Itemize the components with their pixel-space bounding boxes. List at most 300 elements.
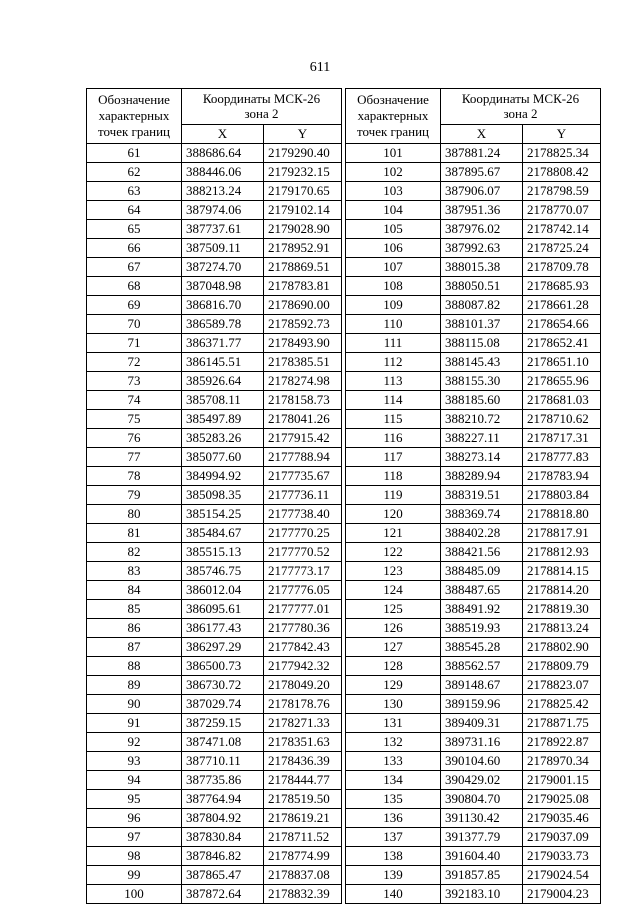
y-coordinate-cell: 2177770.52 [264, 543, 342, 562]
x-coordinate-cell: 387830.84 [182, 828, 264, 847]
point-number-cell: 113 [346, 372, 441, 391]
y-coordinate-cell: 2178742.14 [523, 220, 601, 239]
y-coordinate-cell: 2179001.15 [523, 771, 601, 790]
point-number-cell: 76 [87, 429, 182, 448]
y-coordinate-cell: 2178812.93 [523, 543, 601, 562]
y-coordinate-cell: 2179033.73 [523, 847, 601, 866]
y-coordinate-cell: 2178783.94 [523, 467, 601, 486]
y-coordinate-cell: 2178871.75 [523, 714, 601, 733]
header-line: точек границ [356, 124, 430, 139]
x-coordinate-cell: 388050.51 [441, 277, 523, 296]
y-coordinate-cell: 2178832.39 [264, 885, 342, 904]
y-coordinate-cell: 2178817.91 [523, 524, 601, 543]
y-coordinate-cell: 2179170.65 [264, 182, 342, 201]
y-coordinate-cell: 2178725.24 [523, 239, 601, 258]
x-coordinate-cell: 388446.06 [182, 163, 264, 182]
x-coordinate-cell: 387906.07 [441, 182, 523, 201]
point-number-cell: 90 [87, 695, 182, 714]
y-coordinate-cell: 2178274.98 [264, 372, 342, 391]
header-line: зона 2 [244, 106, 279, 122]
y-coordinate-cell: 2179024.54 [523, 866, 601, 885]
y-coordinate-cell: 2178813.24 [523, 619, 601, 638]
x-coordinate-cell: 387274.70 [182, 258, 264, 277]
point-number-cell: 140 [346, 885, 441, 904]
point-number-cell: 132 [346, 733, 441, 752]
x-coordinate-cell: 388487.65 [441, 581, 523, 600]
x-coordinate-cell: 387881.24 [441, 144, 523, 163]
x-coordinate-cell: 388185.60 [441, 391, 523, 410]
y-coordinate-cell: 2178041.26 [264, 410, 342, 429]
x-coordinate-cell: 384994.92 [182, 467, 264, 486]
x-coordinate-cell: 388273.14 [441, 448, 523, 467]
y-coordinate-cell: 2177780.36 [264, 619, 342, 638]
point-number-cell: 131 [346, 714, 441, 733]
point-number-cell: 125 [346, 600, 441, 619]
point-number-cell: 118 [346, 467, 441, 486]
table-row [87, 372, 342, 391]
x-coordinate-cell: 385926.64 [182, 372, 264, 391]
x-coordinate-cell: 387951.36 [441, 201, 523, 220]
x-coordinate-cell: 389148.67 [441, 676, 523, 695]
y-coordinate-cell: 2178049.20 [264, 676, 342, 695]
point-number-cell: 102 [346, 163, 441, 182]
y-coordinate-cell: 2178825.34 [523, 144, 601, 163]
y-coordinate-cell: 2178709.78 [523, 258, 601, 277]
table-row [346, 714, 601, 733]
point-number-cell: 115 [346, 410, 441, 429]
table-row [87, 524, 342, 543]
x-coordinate-cell: 388562.57 [441, 657, 523, 676]
y-coordinate-cell: 2178770.07 [523, 201, 601, 220]
point-number-cell: 70 [87, 315, 182, 334]
point-number-cell: 124 [346, 581, 441, 600]
table-row [346, 676, 601, 695]
table-row [87, 828, 342, 847]
point-number-cell: 127 [346, 638, 441, 657]
x-coordinate-cell: 388115.08 [441, 334, 523, 353]
header-line: Координаты МСК-26 [461, 91, 580, 107]
table-row [87, 429, 342, 448]
point-number-cell: 79 [87, 486, 182, 505]
y-coordinate-cell: 2179232.15 [264, 163, 342, 182]
x-coordinate-cell: 387895.67 [441, 163, 523, 182]
point-number-cell: 121 [346, 524, 441, 543]
x-coordinate-cell: 389409.31 [441, 714, 523, 733]
table-row [346, 334, 601, 353]
x-coordinate-cell: 387974.06 [182, 201, 264, 220]
y-coordinate-cell: 2178783.81 [264, 277, 342, 296]
point-number-cell: 94 [87, 771, 182, 790]
x-coordinate-cell: 387029.74 [182, 695, 264, 714]
x-coordinate-cell: 388545.28 [441, 638, 523, 657]
y-coordinate-cell: 2178710.62 [523, 410, 601, 429]
table-row [346, 600, 601, 619]
point-number-cell: 98 [87, 847, 182, 866]
x-coordinate-cell: 386012.04 [182, 581, 264, 600]
header-line: Обозначение [357, 92, 429, 107]
point-number-cell: 110 [346, 315, 441, 334]
table-row [346, 486, 601, 505]
y-coordinate-cell: 2178178.76 [264, 695, 342, 714]
y-coordinate-cell: 2178444.77 [264, 771, 342, 790]
x-coordinate-cell: 391604.40 [441, 847, 523, 866]
table-row [346, 429, 601, 448]
table-row [346, 315, 601, 334]
y-coordinate-cell: 2178592.73 [264, 315, 342, 334]
table-row [87, 296, 342, 315]
y-coordinate-cell: 2178271.33 [264, 714, 342, 733]
y-coordinate-cell: 2178970.34 [523, 752, 601, 771]
table-row [346, 790, 601, 809]
table-row [87, 315, 342, 334]
point-number-cell: 129 [346, 676, 441, 695]
coordinates-table-right [345, 88, 601, 904]
table-row [87, 790, 342, 809]
point-number-cell: 133 [346, 752, 441, 771]
y-coordinate-cell: 2178351.63 [264, 733, 342, 752]
table-row [346, 239, 601, 258]
table-row [346, 657, 601, 676]
y-coordinate-cell: 2178803.84 [523, 486, 601, 505]
table-row [87, 714, 342, 733]
x-coordinate-cell: 388319.51 [441, 486, 523, 505]
point-number-cell: 128 [346, 657, 441, 676]
table-row [346, 543, 601, 562]
x-coordinate-cell: 387509.11 [182, 239, 264, 258]
y-coordinate-cell: 2178681.03 [523, 391, 601, 410]
header-line: точек границ [97, 124, 171, 139]
table-row [87, 543, 342, 562]
x-coordinate-cell: 387259.15 [182, 714, 264, 733]
y-coordinate-cell: 2178818.80 [523, 505, 601, 524]
y-coordinate-cell: 2179004.23 [523, 885, 601, 904]
point-number-cell: 101 [346, 144, 441, 163]
coordinates-table-left [86, 88, 342, 904]
point-number-cell: 108 [346, 277, 441, 296]
x-coordinate-cell: 385484.67 [182, 524, 264, 543]
table-row [87, 258, 342, 277]
point-number-cell: 65 [87, 220, 182, 239]
point-number-cell: 66 [87, 239, 182, 258]
table-row [87, 809, 342, 828]
table-row [87, 600, 342, 619]
table-row [87, 581, 342, 600]
x-coordinate-cell: 386095.61 [182, 600, 264, 619]
y-coordinate-cell: 2177842.43 [264, 638, 342, 657]
point-number-cell: 116 [346, 429, 441, 448]
y-coordinate-cell: 2178808.42 [523, 163, 601, 182]
y-coordinate-cell: 2178493.90 [264, 334, 342, 353]
header-line: Координаты МСК-26 [202, 91, 321, 107]
point-number-cell: 95 [87, 790, 182, 809]
table-row [87, 467, 342, 486]
table-row [346, 828, 601, 847]
x-coordinate-cell: 389159.96 [441, 695, 523, 714]
x-coordinate-cell: 387471.08 [182, 733, 264, 752]
x-coordinate-cell: 388087.82 [441, 296, 523, 315]
table-row [87, 334, 342, 353]
y-column-header: Y [264, 124, 342, 143]
table-row [346, 809, 601, 828]
y-coordinate-cell: 2178777.83 [523, 448, 601, 467]
y-coordinate-cell: 2177788.94 [264, 448, 342, 467]
x-coordinate-cell: 387710.11 [182, 752, 264, 771]
y-coordinate-cell: 2179035.46 [523, 809, 601, 828]
y-coordinate-cell: 2177770.25 [264, 524, 342, 543]
y-coordinate-cell: 2178685.93 [523, 277, 601, 296]
y-coordinate-cell: 2178158.73 [264, 391, 342, 410]
x-coordinate-cell: 385515.13 [182, 543, 264, 562]
point-number-cell: 88 [87, 657, 182, 676]
table-row [87, 847, 342, 866]
table-row [346, 847, 601, 866]
y-coordinate-cell: 2178619.21 [264, 809, 342, 828]
point-number-cell: 72 [87, 353, 182, 372]
table-row [87, 144, 342, 163]
x-coordinate-cell: 386371.77 [182, 334, 264, 353]
table-row [346, 885, 601, 904]
point-number-cell: 80 [87, 505, 182, 524]
table-row [87, 638, 342, 657]
x-coordinate-cell: 390429.02 [441, 771, 523, 790]
point-number-cell: 137 [346, 828, 441, 847]
table-row [87, 353, 342, 372]
y-coordinate-cell: 2178652.41 [523, 334, 601, 353]
point-number-cell: 105 [346, 220, 441, 239]
point-number-cell: 84 [87, 581, 182, 600]
table-row [87, 220, 342, 239]
point-number-cell: 123 [346, 562, 441, 581]
y-coordinate-cell: 2178717.31 [523, 429, 601, 448]
point-number-cell: 86 [87, 619, 182, 638]
x-coordinate-cell: 387992.63 [441, 239, 523, 258]
x-coordinate-cell: 386816.70 [182, 296, 264, 315]
point-number-cell: 100 [87, 885, 182, 904]
x-coordinate-cell: 388015.38 [441, 258, 523, 277]
table-row [87, 695, 342, 714]
point-designation-header [346, 89, 441, 144]
x-coordinate-cell: 386297.29 [182, 638, 264, 657]
y-coordinate-cell: 2177773.17 [264, 562, 342, 581]
table-row [87, 619, 342, 638]
x-coordinate-cell: 387737.61 [182, 220, 264, 239]
y-coordinate-cell: 2177777.01 [264, 600, 342, 619]
table-row [87, 448, 342, 467]
point-designation-header [87, 89, 182, 144]
y-coordinate-cell: 2178436.39 [264, 752, 342, 771]
x-coordinate-cell: 388421.56 [441, 543, 523, 562]
x-column-header: X [441, 124, 523, 143]
table-row [346, 638, 601, 657]
point-number-cell: 139 [346, 866, 441, 885]
table-row [346, 182, 601, 201]
table-row [346, 467, 601, 486]
x-coordinate-cell: 388519.93 [441, 619, 523, 638]
y-coordinate-cell: 2178654.66 [523, 315, 601, 334]
point-number-cell: 96 [87, 809, 182, 828]
y-coordinate-cell: 2178519.50 [264, 790, 342, 809]
page-number: 611 [309, 60, 331, 75]
table-row [346, 163, 601, 182]
x-coordinate-cell: 388210.72 [441, 410, 523, 429]
point-number-cell: 68 [87, 277, 182, 296]
x-coordinate-cell: 388369.74 [441, 505, 523, 524]
point-number-cell: 69 [87, 296, 182, 315]
x-coordinate-cell: 391130.42 [441, 809, 523, 828]
x-coordinate-cell: 385077.60 [182, 448, 264, 467]
x-coordinate-cell: 388491.92 [441, 600, 523, 619]
y-coordinate-cell: 2179290.40 [264, 144, 342, 163]
x-coordinate-cell: 387846.82 [182, 847, 264, 866]
y-coordinate-cell: 2177736.11 [264, 486, 342, 505]
y-coordinate-cell: 2178952.91 [264, 239, 342, 258]
y-coordinate-cell: 2178655.96 [523, 372, 601, 391]
table-row [346, 296, 601, 315]
point-number-cell: 134 [346, 771, 441, 790]
coordinate-system-header [441, 89, 601, 125]
table-row [346, 866, 601, 885]
y-coordinate-cell: 2178814.20 [523, 581, 601, 600]
point-number-cell: 64 [87, 201, 182, 220]
point-number-cell: 130 [346, 695, 441, 714]
point-number-cell: 97 [87, 828, 182, 847]
coordinate-system-header [182, 89, 342, 125]
table-row [87, 505, 342, 524]
y-coordinate-cell: 2178802.90 [523, 638, 601, 657]
header-line: Обозначение [98, 92, 170, 107]
table-row [346, 391, 601, 410]
y-coordinate-cell: 2177738.40 [264, 505, 342, 524]
point-number-cell: 71 [87, 334, 182, 353]
table-row [346, 448, 601, 467]
table-body [346, 144, 601, 904]
x-coordinate-cell: 387048.98 [182, 277, 264, 296]
table-row [346, 258, 601, 277]
point-number-cell: 114 [346, 391, 441, 410]
point-number-cell: 74 [87, 391, 182, 410]
x-coordinate-cell: 386589.78 [182, 315, 264, 334]
table-row [346, 220, 601, 239]
y-coordinate-cell: 2177942.32 [264, 657, 342, 676]
table-row [87, 410, 342, 429]
point-number-cell: 81 [87, 524, 182, 543]
table-row [346, 410, 601, 429]
table-row [87, 562, 342, 581]
y-coordinate-cell: 2178819.30 [523, 600, 601, 619]
x-coordinate-cell: 385154.25 [182, 505, 264, 524]
table-row [346, 581, 601, 600]
point-number-cell: 119 [346, 486, 441, 505]
point-number-cell: 85 [87, 600, 182, 619]
y-coordinate-cell: 2178661.28 [523, 296, 601, 315]
table-row [87, 866, 342, 885]
point-number-cell: 106 [346, 239, 441, 258]
y-coordinate-cell: 2179037.09 [523, 828, 601, 847]
x-coordinate-cell: 388213.24 [182, 182, 264, 201]
y-coordinate-cell: 2178922.87 [523, 733, 601, 752]
x-coordinate-cell: 388145.43 [441, 353, 523, 372]
point-number-cell: 117 [346, 448, 441, 467]
table-row [87, 391, 342, 410]
table-row [87, 182, 342, 201]
point-number-cell: 75 [87, 410, 182, 429]
table-row [346, 144, 601, 163]
point-number-cell: 62 [87, 163, 182, 182]
point-number-cell: 126 [346, 619, 441, 638]
x-coordinate-cell: 385708.11 [182, 391, 264, 410]
point-number-cell: 107 [346, 258, 441, 277]
x-coordinate-cell: 389731.16 [441, 733, 523, 752]
table-row [87, 201, 342, 220]
x-coordinate-cell: 386177.43 [182, 619, 264, 638]
table-row [346, 619, 601, 638]
point-number-cell: 77 [87, 448, 182, 467]
y-coordinate-cell: 2178798.59 [523, 182, 601, 201]
point-number-cell: 112 [346, 353, 441, 372]
table-row [346, 562, 601, 581]
point-number-cell: 89 [87, 676, 182, 695]
x-coordinate-cell: 391857.85 [441, 866, 523, 885]
x-coordinate-cell: 390804.70 [441, 790, 523, 809]
point-number-cell: 61 [87, 144, 182, 163]
table-row [346, 277, 601, 296]
point-number-cell: 122 [346, 543, 441, 562]
x-coordinate-cell: 385497.89 [182, 410, 264, 429]
table-row [346, 752, 601, 771]
table-row [87, 239, 342, 258]
y-coordinate-cell: 2178869.51 [264, 258, 342, 277]
table-header [346, 89, 601, 144]
x-coordinate-cell: 387872.64 [182, 885, 264, 904]
header-line: характерных [98, 108, 170, 123]
header-line: зона 2 [503, 106, 538, 122]
y-coordinate-cell: 2178814.15 [523, 562, 601, 581]
point-number-cell: 99 [87, 866, 182, 885]
x-coordinate-cell: 390104.60 [441, 752, 523, 771]
y-column-header: Y [523, 124, 601, 143]
point-number-cell: 135 [346, 790, 441, 809]
x-coordinate-cell: 387804.92 [182, 809, 264, 828]
point-number-cell: 104 [346, 201, 441, 220]
x-coordinate-cell: 388686.64 [182, 144, 264, 163]
table-row [87, 277, 342, 296]
y-coordinate-cell: 2178809.79 [523, 657, 601, 676]
x-column-header: X [182, 124, 264, 143]
table-row [346, 201, 601, 220]
x-coordinate-cell: 385098.35 [182, 486, 264, 505]
point-number-cell: 103 [346, 182, 441, 201]
x-coordinate-cell: 387865.47 [182, 866, 264, 885]
y-coordinate-cell: 2178837.08 [264, 866, 342, 885]
table-row [87, 733, 342, 752]
table-row [346, 524, 601, 543]
x-coordinate-cell: 388485.09 [441, 562, 523, 581]
header-line: характерных [357, 108, 429, 123]
table-row [346, 353, 601, 372]
x-coordinate-cell: 387976.02 [441, 220, 523, 239]
y-coordinate-cell: 2178823.07 [523, 676, 601, 695]
x-coordinate-cell: 388101.37 [441, 315, 523, 334]
y-coordinate-cell: 2179102.14 [264, 201, 342, 220]
x-coordinate-cell: 386500.73 [182, 657, 264, 676]
table-row [87, 676, 342, 695]
point-number-cell: 83 [87, 562, 182, 581]
point-number-cell: 136 [346, 809, 441, 828]
point-number-cell: 73 [87, 372, 182, 391]
y-coordinate-cell: 2178774.99 [264, 847, 342, 866]
point-number-cell: 138 [346, 847, 441, 866]
table-row [87, 657, 342, 676]
